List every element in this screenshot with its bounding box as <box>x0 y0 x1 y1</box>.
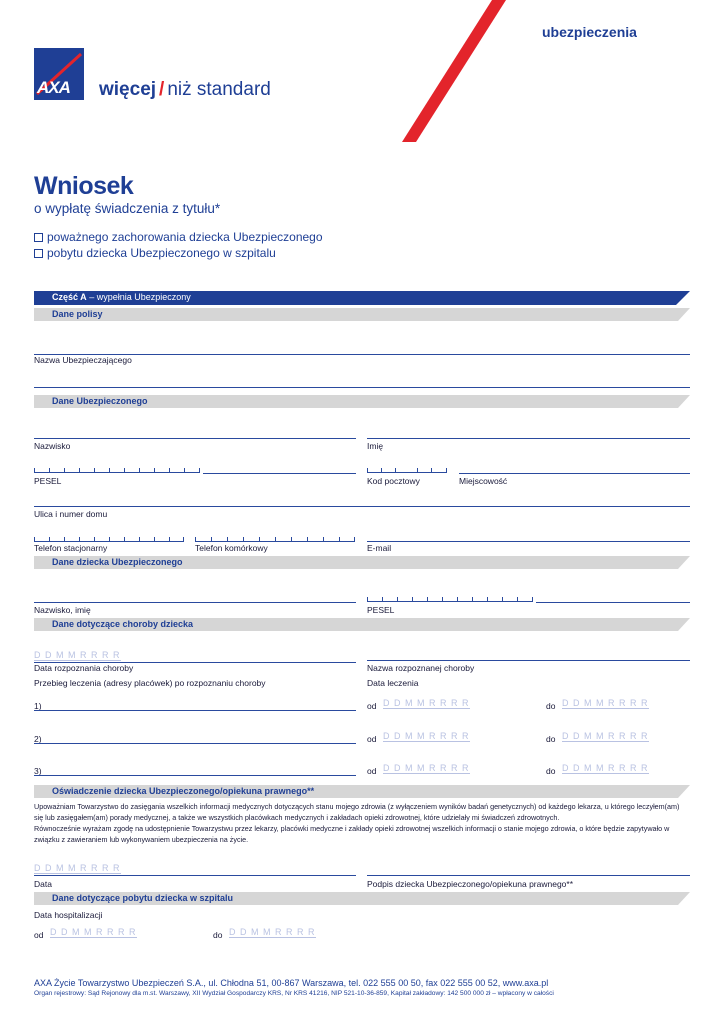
mobile-field[interactable] <box>195 536 355 542</box>
hospital-from-label: od <box>34 930 44 940</box>
street-label: Ulica i numer domu <box>34 509 108 519</box>
section-policy-bar <box>34 308 690 321</box>
treatment-row-2-to-date[interactable]: D D M M R R R R <box>562 731 649 741</box>
option-hospital-stay[interactable] <box>34 246 276 260</box>
surname-label: Nazwisko <box>34 441 71 451</box>
illness-name-label: Nazwa rozpoznanej choroby <box>367 663 475 673</box>
pesel-field[interactable] <box>34 467 200 473</box>
red-stripe-graphic <box>400 0 510 150</box>
pesel-label: PESEL <box>34 476 62 486</box>
signature-label: Podpis dziecka Ubezpieczonego/opiekuna prawnego** <box>367 879 574 889</box>
city-line[interactable] <box>459 473 690 474</box>
axa-logo-text: AXA <box>37 78 70 97</box>
treatment-row-1-to-date[interactable]: D D M M R R R R <box>562 698 649 708</box>
policyholder-name-label: Nazwa Ubezpieczającego <box>34 355 132 365</box>
treatment-row-1-to-label: do <box>546 701 556 711</box>
treatment-row-1-from-label: od <box>367 701 377 711</box>
treatment-date-label: Data leczenia <box>367 678 419 688</box>
hospital-to-date[interactable]: D D M M R R R R <box>229 927 316 937</box>
treatment-row-3-from-label: od <box>367 766 377 776</box>
part-a-label-rest: – wypełnia Ubezpieczony <box>89 292 191 302</box>
product-label: ubezpieczenia <box>542 24 637 40</box>
illness-name-line[interactable] <box>367 660 690 661</box>
slogan-rest: niż standard <box>167 79 271 100</box>
hospital-date-label: Data hospitalizacji <box>34 910 103 920</box>
treatment-row-3-from-date[interactable]: D D M M R R R R <box>383 763 470 773</box>
statement-paragraph-2: Równocześnie wyrażam zgodę na udostępnienie Towarzystwu przez lekarzy, placówki medyczne i zakłady opieki zdrowotnej wszelkich informacji o stanie mojego zdrowia, o które będzie zapytywało w związku z zawieraniem lub wykonywaniem ubezpieczenia na życie. <box>34 824 670 844</box>
form-title: Wniosek <box>34 172 134 200</box>
pesel-line <box>203 473 356 474</box>
treatment-row-3-line[interactable] <box>34 775 356 776</box>
policyholder-name-line[interactable] <box>34 354 690 355</box>
first-name-line[interactable] <box>367 438 690 439</box>
policy-extra-line[interactable] <box>34 387 690 388</box>
slogan-slash: / <box>159 79 165 100</box>
treatment-row-2-to-label: do <box>546 734 556 744</box>
option-serious-illness-label: poważnego zachorowania dziecka Ubezpieczonego <box>47 230 323 244</box>
first-name-label: Imię <box>367 441 384 451</box>
postal-code-label: Kod pocztowy <box>367 476 420 486</box>
email-line[interactable] <box>367 541 690 542</box>
statement-date-field[interactable]: D D M M R R R R <box>34 863 121 873</box>
statement-paragraph-1: Upoważniam Towarzystwo do zasięgania wszelkich informacji medycznych dotyczących stanu mojego zdrowia (z wyłączeniem wyników badań genetycznych) od każdego lekarza, u którego leczyłem(am) się lub zasięgałem(am) porady medycznej, a także we wszystkich placówkach medycznych i zakładach opieki zdrowotnej, które udzielały mi świadczeń zdrowotnych. <box>34 802 680 822</box>
email-label: E-mail <box>367 543 392 553</box>
phone-field[interactable] <box>34 536 184 542</box>
treatment-row-3-to-label: do <box>546 766 556 776</box>
option-hospital-stay-label: pobytu dziecka Ubezpieczonego w szpitalu <box>47 246 276 260</box>
statement-date-line <box>34 875 356 876</box>
hospital-from-date[interactable]: D D M M R R R R <box>50 927 137 937</box>
street-line[interactable] <box>34 506 690 507</box>
child-name-label: Nazwisko, imię <box>34 605 91 615</box>
treatment-row-2-from-date[interactable]: D D M M R R R R <box>383 731 470 741</box>
illness-date-field[interactable]: D D M M R R R R <box>34 650 121 660</box>
section-insured-title: Dane Ubezpieczonego <box>52 396 148 406</box>
child-name-line[interactable] <box>34 602 356 603</box>
treatment-row-3-to-date[interactable]: D D M M R R R R <box>562 763 649 773</box>
treatment-row-1-number: 1) <box>34 701 42 711</box>
illness-date-label: Data rozpoznania choroby <box>34 663 134 673</box>
part-a-label <box>52 292 191 302</box>
footer-company: AXA Życie Towarzystwo Ubezpieczeń S.A., ul. Chłodna 51, 00-867 Warszawa, tel. 022 555 00 50, fax 022 555 00 52, www.axa.pl <box>34 978 549 988</box>
treatment-row-3-number: 3) <box>34 766 42 776</box>
section-hospital-title: Dane dotyczące pobytu dziecka w szpitalu <box>52 893 234 903</box>
checkbox-serious-illness[interactable] <box>34 233 43 242</box>
section-child-title: Dane dziecka Ubezpieczonego <box>52 557 183 567</box>
hospital-to-label: do <box>213 930 223 940</box>
child-pesel-field[interactable] <box>367 596 533 602</box>
postal-code-field[interactable] <box>367 467 447 473</box>
treatment-row-2-line[interactable] <box>34 743 356 744</box>
treatment-row-1-from-date[interactable]: D D M M R R R R <box>383 698 470 708</box>
signature-line[interactable] <box>367 875 690 876</box>
section-statement-title: Oświadczenie dziecka Ubezpieczonego/opiekuna prawnego** <box>52 786 315 796</box>
treatment-row-2-from-label: od <box>367 734 377 744</box>
option-serious-illness[interactable] <box>34 230 323 244</box>
city-label: Miejscowość <box>459 476 508 486</box>
treatment-row-2-number: 2) <box>34 734 42 744</box>
section-illness-title: Dane dotyczące choroby dziecka <box>52 619 194 629</box>
phone-label: Telefon stacjonarny <box>34 543 108 553</box>
statement-date-label: Data <box>34 879 52 889</box>
treatment-label: Przebieg leczenia (adresy placówek) po rozpoznaniu choroby <box>34 678 266 688</box>
footer-registry: Organ rejestrowy: Sąd Rejonowy dla m.st. Warszawy, XII Wydział Gospodarczy KRS, Nr KRS 41216, NIP 521-10-36-859, Kapitał zakładowy: 142 500 000 zł – wpłacony w całości <box>34 990 554 997</box>
child-pesel-label: PESEL <box>367 605 395 615</box>
slogan-bold: więcej <box>99 79 157 100</box>
axa-logo <box>34 48 84 100</box>
child-pesel-line <box>536 602 690 603</box>
slogan <box>99 79 271 101</box>
treatment-row-1-line[interactable] <box>34 710 356 711</box>
checkbox-hospital-stay[interactable] <box>34 249 43 258</box>
form-subtitle: o wypłatę świadczenia z tytułu* <box>34 201 221 216</box>
section-policy-title: Dane polisy <box>52 309 103 319</box>
surname-line[interactable] <box>34 438 356 439</box>
mobile-label: Telefon komórkowy <box>195 543 268 553</box>
part-a-label-bold: Część A <box>52 292 87 302</box>
